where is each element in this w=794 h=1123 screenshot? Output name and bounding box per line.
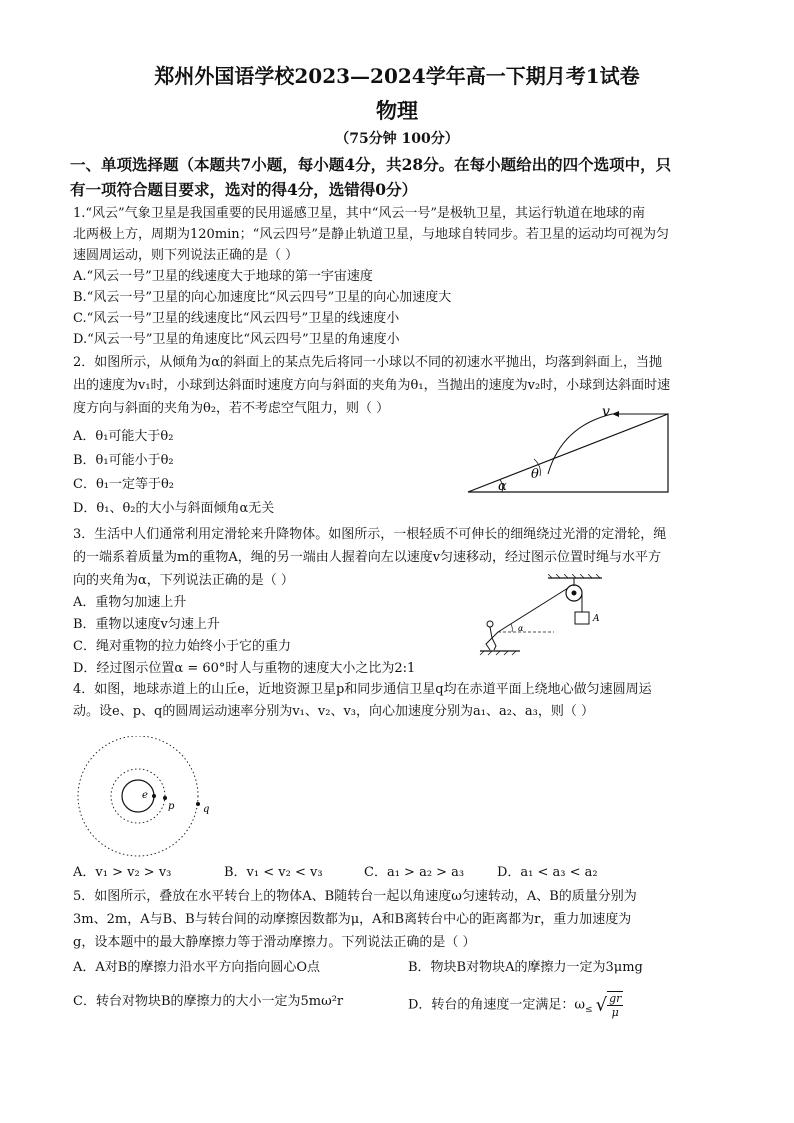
e-label: e — [142, 790, 148, 801]
duration-score: （75分钟 100分） — [335, 131, 459, 147]
q3-option-a[interactable]: A．重物匀加速上升 — [73, 595, 187, 610]
q3-option-d[interactable]: D．经过图示位置α = 60°时人与重物的速度大小之比为2:1 — [73, 661, 416, 676]
q2-option-a[interactable]: A．θ₁可能大于θ₂ — [73, 429, 174, 444]
q3-stem-line2: 的一端系着质量为m的重物A，绳的另一端由人握着向左以速度v匀速移动，经过图示位置时绳与水平方 — [73, 550, 662, 565]
q4-option-b[interactable]: B．v₁ < v₂ < v₃ — [224, 865, 323, 880]
q5-option-d-text: D．转台的角速度一定满足：ω — [408, 997, 586, 1013]
hill-e-point — [152, 794, 156, 798]
q1-stem-line2: 北两极上方，周期为120min；“风云四号”是静止轨道卫星，与地球自转同步。若卫星的运动均可视为匀 — [73, 227, 669, 242]
weight-block — [575, 612, 589, 624]
q4-stem-line1: 4．如图，地球赤道上的山丘e，近地资源卫星p和同步通信卫星q均在赤道平面上绕地心做匀速圆周运 — [73, 682, 652, 697]
pulley-center — [572, 591, 577, 596]
sqrt-radicand — [607, 991, 623, 1019]
section-heading-line2: 有一项符合题目要求，选对的得4分，选错得0分） — [70, 180, 418, 199]
q-label: q — [203, 804, 210, 815]
velocity-arrowhead — [612, 411, 619, 417]
fraction-numerator: gr — [609, 992, 622, 1005]
q5-option-d-sub: ≤ — [585, 1005, 593, 1016]
p-label: p — [168, 801, 175, 812]
alpha-label: α — [498, 479, 507, 494]
q5-stem-line2: 3m、2m，A与B、B与转台间的动摩擦因数都为μ，A和B离转台中心的距离都为r，重力加速度为 — [73, 912, 632, 927]
alpha-label: α — [518, 624, 524, 633]
q2-stem-line1: 2．如图所示，从倾角为α的斜面上的某点先后将同一小球以不同的初速水平抛出，均落到斜面上，当抛 — [73, 355, 663, 370]
sqrt-expression — [596, 991, 624, 1019]
q3-option-c[interactable]: C．绳对重物的拉力始终小于它的重力 — [73, 639, 291, 654]
q3-stem-line3: 向的夹角为α，下列说法正确的是（ ） — [73, 573, 294, 588]
sqrt-sign-icon: √ — [595, 994, 608, 1016]
q5-stem-line1: 5．如图所示，叠放在水平转台上的物体A、B随转台一起以角速度ω匀速转动，A、B的质量分别为 — [73, 889, 637, 904]
q2-option-b[interactable]: B．θ₁可能小于θ₂ — [73, 453, 174, 468]
q2-stem-line3: 度方向与斜面的夹角为θ₂，若不考虑空气阻力，则（ ） — [73, 401, 390, 416]
section-heading — [70, 152, 730, 202]
q5-option-a[interactable]: A．A对B的摩擦力沿水平方向指向圆心O点 — [73, 960, 320, 975]
incline-projectile-figure — [462, 404, 676, 496]
near-earth-orbit — [111, 769, 165, 823]
orbits-figure — [70, 736, 220, 858]
subject-title: 物理 — [376, 98, 418, 123]
q5-option-b[interactable]: B．物块B对物块A的摩擦力一定为3μmg — [408, 960, 643, 975]
satellite-p-point — [163, 796, 167, 800]
q1-stem-line1: 1.“风云”气象卫星是我国重要的民用遥感卫星，其中“风云一号”是极轨卫星，其运行轨道在地球的南 — [73, 206, 645, 221]
fraction-denominator: μ — [611, 1006, 619, 1019]
earth-circle — [122, 780, 154, 812]
satellite-q-point — [196, 802, 200, 806]
exam-title: 郑州外国语学校2023—2024学年高一下期月考1试卷 — [154, 64, 640, 88]
q4-option-a[interactable]: A．v₁ > v₂ > v₃ — [73, 865, 172, 880]
alpha-arc — [511, 624, 512, 632]
q2-stem-line2: 出的速度为v₁时，小球到达斜面时速度方向与斜面的夹角为θ₁，当抛出的速度为v₂时，小球到达斜面时速 — [73, 378, 671, 393]
q4-option-c[interactable]: C．a₁ > a₂ > a₃ — [364, 865, 465, 880]
section-heading-line1: 一、单项选择题（本题共7小题，每小题4分，共28分。在每小题给出的四个选项中，只 — [70, 155, 672, 174]
q1-option-d[interactable]: D.“风云一号”卫星的角速度比“风云四号”卫星的角速度小 — [73, 332, 400, 347]
rope-to-person — [498, 588, 568, 632]
q5-stem-line3: g，设本题中的最大静摩擦力等于滑动摩擦力。下列说法正确的是（ ） — [73, 935, 476, 950]
q5-option-c[interactable]: C．转台对物块B的摩擦力的大小一定为5mω²r — [73, 994, 344, 1009]
q1-option-b[interactable]: B.“风云一号”卫星的向心加速度比“风云四号”卫星的向心加速度大 — [73, 290, 452, 305]
q1-option-c[interactable]: C.“风云一号”卫星的线速度比“风云四号”卫星的线速度小 — [73, 311, 400, 326]
pulley-figure — [476, 574, 626, 656]
q3-option-b[interactable]: B．重物以速度v匀速上升 — [73, 617, 220, 632]
q3-stem-line1: 3．生活中人们通常利用定滑轮来升降物体。如图所示，一根轻质不可伸长的细绳绕过光滑的定滑轮，绳 — [73, 527, 667, 542]
q1-stem-line3: 速圆周运动，则下列说法正确的是（ ） — [73, 248, 299, 263]
trajectory-curve — [548, 414, 612, 474]
velocity-label: v — [602, 404, 610, 420]
q4-option-d[interactable]: D．a₁ < a₃ < a₂ — [497, 865, 598, 880]
q1-option-a[interactable]: A.“风云一号”卫星的线速度大于地球的第一宇宙速度 — [73, 269, 373, 284]
q4-stem-line2: 动。设e、p、q的圆周运动速率分别为v₁、v₂、v₃，向心加速度分别为a₁、a₂、a₃，则（ ） — [73, 704, 595, 719]
theta-label: θ — [531, 467, 539, 482]
weight-label: A — [593, 614, 600, 624]
q5-option-d[interactable] — [408, 991, 623, 1021]
person-icon — [486, 621, 498, 650]
q2-option-d[interactable]: D．θ₁、θ₂的大小与斜面倾角α无关 — [73, 501, 275, 516]
geosync-orbit — [78, 736, 198, 856]
q2-option-c[interactable]: C．θ₁一定等于θ₂ — [73, 477, 175, 492]
